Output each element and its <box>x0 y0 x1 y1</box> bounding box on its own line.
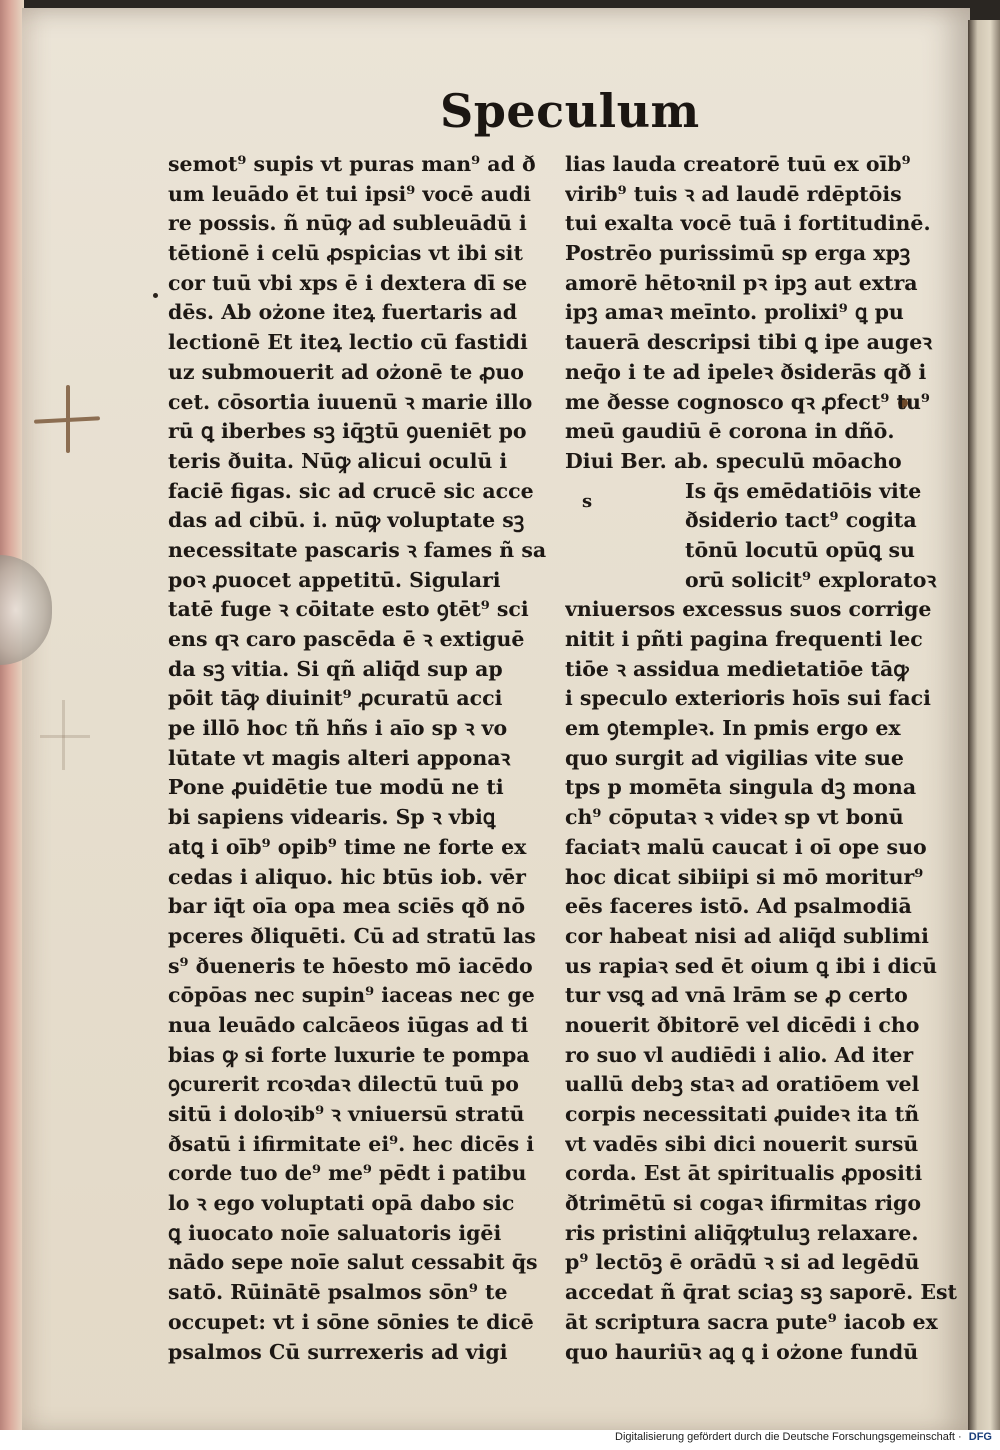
text-line: psalmos Cū surrexeris ad vigi <box>168 1339 508 1364</box>
text-line: dēs. Ab ożone iteꝝ fuertaris ad <box>168 300 518 325</box>
text-line: corpis necessitati ꝓuideꝛ ita tñ <box>565 1102 920 1126</box>
text-line: teris ðuita. Nūꝙ alicui oculū i <box>168 448 508 473</box>
text-line: occupet: vt i sōne sōnies te dicē <box>168 1309 534 1334</box>
text-line: faciatꝛ malū caucat i oī ope suo <box>565 834 927 859</box>
text-line: cet. cōsortia iuuenū ꝛ marie illo <box>168 389 533 414</box>
text-line: corde tuo de⁹ me⁹ pēdt i patibu <box>168 1161 527 1186</box>
text-line: neq̄o i te ad ipeleꝛ ðsiderās qð i <box>565 359 927 384</box>
text-line: āt scriptura sacra pute⁹ iacob ex <box>565 1309 938 1334</box>
text-line: quo hauriūꝛ aꝗ ꝗ i ożone fundū <box>565 1339 919 1364</box>
text-line: ðsatū i ifirmitate ei⁹. hec dicēs i <box>168 1131 535 1156</box>
right-page-edge <box>968 20 1000 1440</box>
text-line: Diui Ber. ab. speculū mōacho <box>565 448 902 473</box>
text-line: tōnū locutū opūꝗ su <box>685 537 915 562</box>
text-line: virib⁹ tuis ꝛ ad laudē rdēptōis <box>565 181 902 206</box>
text-line: ro suo vl audiēdi i alio. Ad iter <box>565 1042 914 1067</box>
text-line: nitit i pñti pagina frequenti lec <box>565 627 923 651</box>
text-line: sitū i doloꝛib⁹ ꝛ vniuersū stratū <box>168 1102 525 1126</box>
text-line: pe illō hoc tñ hñs i aīo sp ꝛ vo <box>168 716 508 741</box>
text-line: bar iq̄t oīa opa mea sciēs qð nō <box>168 894 525 919</box>
text-line: necessitate pascaris ꝛ fames ñ sa <box>168 537 547 562</box>
text-line: uz submouerit ad ożonē te ꝓuo <box>168 359 524 384</box>
text-line: ris pristini aliq̄ꝙtuluꝫ relaxare. <box>565 1220 919 1245</box>
text-line: lias lauda creatorē tuū ex oīb⁹ <box>565 152 911 176</box>
text-line: lūtate vt magis alteri apponaꝛ <box>168 745 511 770</box>
text-line: das ad cibū. i. nūꝙ voluptate sꝫ <box>168 508 525 533</box>
text-line: vt vadēs sibi dici nouerit sursū <box>565 1131 919 1156</box>
text-line: lectionē Et iteꝝ lectio cū fastidi <box>168 330 528 355</box>
text-line: accedat ñ q̄rat sciaꝫ sꝫ saporē. Est <box>565 1280 958 1305</box>
text-line: ðtrimētū si cogaꝛ ifirmitas rigo <box>565 1191 922 1216</box>
text-line: ch⁹ cōputaꝛ ꝛ videꝛ sp vt bonū <box>565 805 904 830</box>
text-line: tatē fuge ꝛ cōitate esto ꝯtēt⁹ sci <box>168 597 529 622</box>
text-line: faciē figas. sic ad crucē sic acce <box>168 478 534 503</box>
text-line: meū gaudiū ē corona in dñō. <box>565 419 895 444</box>
text-line: re possis. ñ nūꝙ ad subleuādū i <box>168 211 527 236</box>
text-line: bi sapiens videaris. Sp ꝛ vbiꝗ <box>168 805 496 830</box>
right-text-column <box>565 150 965 1367</box>
text-line: um leuādo ēt tui ipsi⁹ vocē audi <box>168 181 531 206</box>
text-line: ðsiderio tact⁹ cogita <box>685 508 917 533</box>
text-line: ꝯcurerit rcoꝛdaꝛ dilectū tuū po <box>168 1072 519 1097</box>
left-text-column <box>168 150 568 1367</box>
text-line: bias ꝙ si forte luxurie te pompa <box>168 1042 530 1067</box>
dfg-logo: DFG <box>968 1431 992 1443</box>
text-line: s⁹ ðueneris te hōesto mō iacēdo <box>168 953 533 978</box>
text-line: cor tuū vbi xps ē i dextera dī se <box>168 270 528 295</box>
text-line: Postrēo purissimū sp erga xpꝫ <box>565 241 911 266</box>
text-line: uallū debꝫ staꝛ ad oratiōem vel <box>565 1072 920 1097</box>
text-line: i speculo exterioris hoīs sui faci <box>565 686 931 711</box>
text-line: hoc dicat sibiipi si mō moritur⁹ <box>565 864 924 889</box>
left-page-edge <box>0 0 24 1440</box>
text-line: p⁹ lectōꝫ ē orādū ꝛ si ad legēdū <box>565 1250 920 1275</box>
text-line: eēs faceres istō. Ad psalmodiā <box>565 894 912 919</box>
text-line: pōit tāꝙ diuinit⁹ ꝓcuratū acci <box>168 686 503 711</box>
text-line: ens qꝛ caro pascēda ē ꝛ extiguē <box>168 627 525 651</box>
text-line: tauerā descripsi tibi ꝗ ipe augeꝛ <box>565 330 932 355</box>
footer-credit: Digitalisierung gefördert durch die Deutsche Forschungsgemeinschaft · DFG <box>615 1431 992 1443</box>
text-line: vniuersos excessus suos corrige <box>565 597 932 622</box>
text-line: cōpōas nec supin⁹ iaceas nec ge <box>168 983 535 1008</box>
text-line: Is q̄s emēdatiōis vite <box>685 478 922 503</box>
text-line: satō. Rūinātē psalmos sōn⁹ te <box>168 1280 508 1305</box>
text-line: cor habeat nisi ad aliq̄d sublimi <box>565 923 929 948</box>
text-line: tētionē i celū ꝓspicias vt ibi sit <box>168 241 523 266</box>
footer-credit-text: Digitalisierung gefördert durch die Deutsche Forschungsgemeinschaft <box>615 1431 955 1443</box>
running-head: Speculum <box>440 84 700 138</box>
section-marker: s <box>582 491 593 512</box>
text-line: corda. Est āt spiritualis ꝓpositi <box>565 1161 923 1186</box>
text-line: tui exalta vocē tuā i fortitudinē. <box>565 211 931 236</box>
text-line: pceres ðliquēti. Cū ad stratū las <box>168 923 536 948</box>
show-through-mark-h <box>40 735 90 738</box>
text-line: Pone ꝓuidētie tue modū ne ti <box>168 775 504 800</box>
text-line: ꝗ iuocato noīe saluatoris igēi <box>168 1220 502 1245</box>
text-line: lo ꝛ ego voluptati opā dabo sic <box>168 1191 515 1216</box>
text-line: us rapiaꝛ sed ēt oium ꝗ ibi i dicū <box>565 953 938 978</box>
text-line: ipꝫ amaꝛ meīnto. prolixi⁹ ꝗ pu <box>565 300 904 325</box>
text-line: nādo sepe noīe salut cessabit q̄s <box>168 1250 538 1275</box>
text-line: tur vsꝗ ad vnā lrām se ꝓ certo <box>565 983 908 1008</box>
text-line: em ꝯtempleꝛ. In pmis ergo ex <box>565 716 901 741</box>
text-line: da sꝫ vitia. Si qñ aliq̄d sup ap <box>168 656 503 681</box>
text-line: atꝗ i oīb⁹ opib⁹ time ne forte ex <box>168 834 527 859</box>
text-line: poꝛ ꝓuocet appetitū. Sigulari <box>168 567 501 592</box>
text-line: rū ꝗ iberbes sꝫ iq̄ꝫtū ꝯueniēt po <box>168 419 527 444</box>
text-line: cedas i aliquo. hic btūs iob. vēr <box>168 864 526 889</box>
text-line: tiōe ꝛ assidua medietatiōe tāꝙ <box>565 656 909 681</box>
text-line: nua leuādo calcāeos iūgas ad ti <box>168 1012 529 1037</box>
text-line: semot⁹ supis vt puras man⁹ ad ð <box>168 152 536 176</box>
ink-dot <box>153 293 158 298</box>
text-line: tps p momēta singula dꝫ mona <box>565 775 917 800</box>
text-line: amorē hētoꝛnil pꝛ ipꝫ aut extra <box>565 270 918 295</box>
text-line: quo surgit ad vigilias vite sue <box>565 745 904 770</box>
text-line: me ðesse cognosco qꝛ ꝓfect⁹ tu⁹ <box>565 389 930 414</box>
text-line: nouerit ðbitorē vel dicēdi i cho <box>565 1012 920 1037</box>
text-line: orū solicit⁹ exploratoꝛ <box>685 567 937 592</box>
